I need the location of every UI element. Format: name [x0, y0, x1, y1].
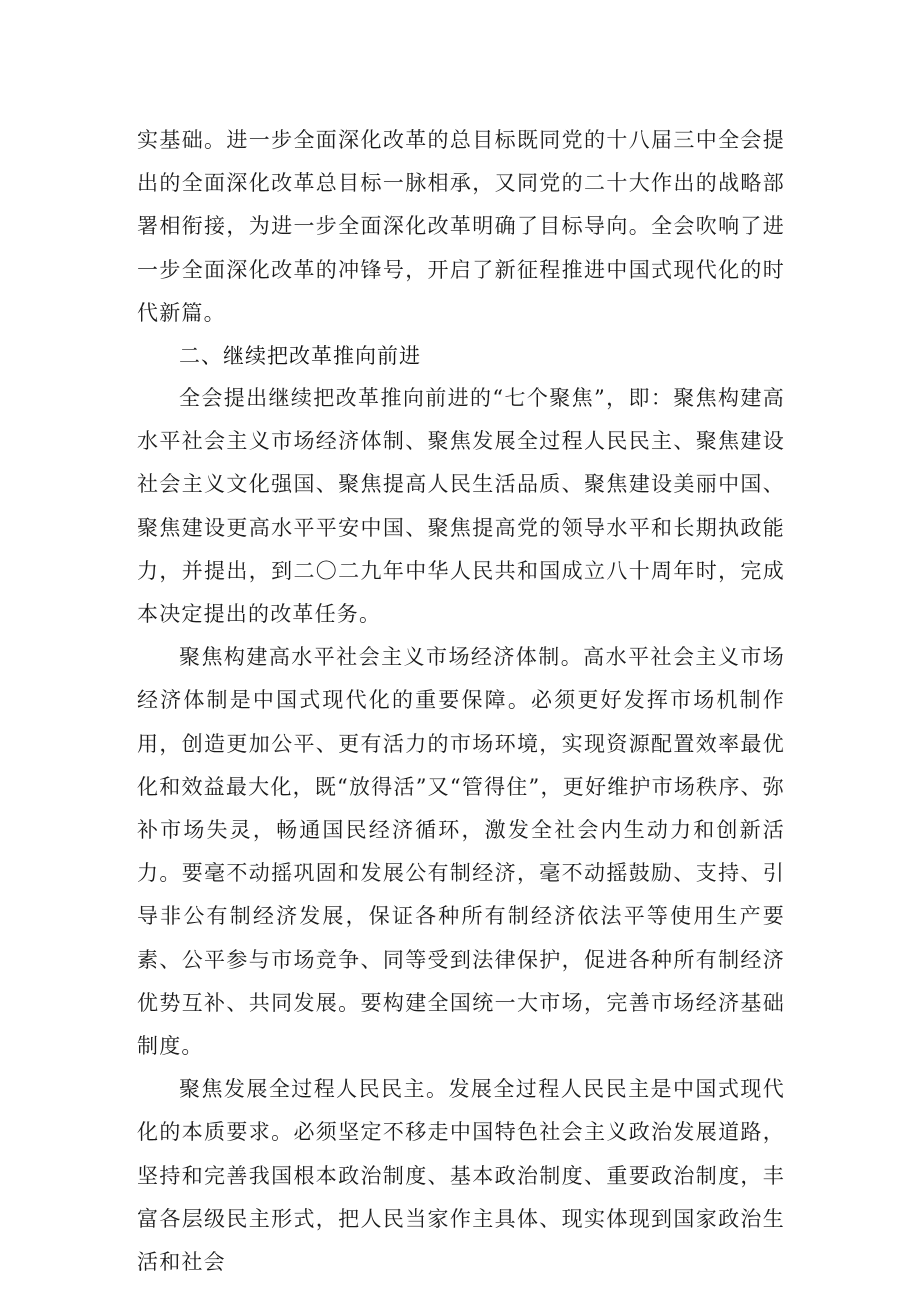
document-body — [137, 119, 785, 1284]
section-heading: 二、继续把改革推向前进 — [179, 344, 421, 369]
paragraph-peoples-democracy: 聚焦发展全过程人民民主。发展全过程人民民主是中国式现代化的本质要求。必须坚定不移走中国特色社会主义政治发展道路，坚持和完善我国根本政治制度、基本政治制度、重要政治制度，丰富各层级民主形式，把人民当家作主具体、现实体现到国家政治生活和社会 — [137, 1077, 785, 1275]
paragraph-market-economy: 聚焦构建高水平社会主义市场经济体制。高水平社会主义市场经济体制是中国式现代化的重要保障。必须更好发挥市场机制作用，创造更加公平、更有活力的市场环境，实现资源配置效率最优化和效益最大化，既“放得活”又“管得住”，更好维护市场秩序、弥补市场失灵，畅通国民经济循环，激发全社会内生动力和创新活力。要毫不动摇巩固和发展公有制经济，毫不动摇鼓励、支持、引导非公有制经济发展，保证各种所有制经济依法平等使用生产要素、公平参与市场竞争、同等受到法律保护，促进各种所有制经济优势互补、共同发展。要构建全国统一大市场，完善市场经济基础制度。 — [137, 645, 785, 1059]
paragraph-continuation: 实基础。进一步全面深化改革的总目标既同党的十八届三中全会提出的全面深化改革总目标一脉相承，又同党的二十大作出的战略部署相衔接，为进一步全面深化改革明确了目标导向。全会吹响了进一步全面深化改革的冲锋号，开启了新征程推进中国式现代化的时代新篇。 — [137, 128, 785, 325]
paragraph-seven-focuses: 全会提出继续把改革推向前进的“七个聚焦”，即：聚焦构建高水平社会主义市场经济体制、聚焦发展全过程人民民主、聚焦建设社会主义文化强国、聚焦提高人民生活品质、聚焦建设美丽中国、聚焦建设更高水平平安中国、聚焦提高党的领导水平和长期执政能力，并提出，到二〇二九年中华人民共和国成立八十周年时，完成本决定提出的改革任务。 — [137, 386, 785, 627]
